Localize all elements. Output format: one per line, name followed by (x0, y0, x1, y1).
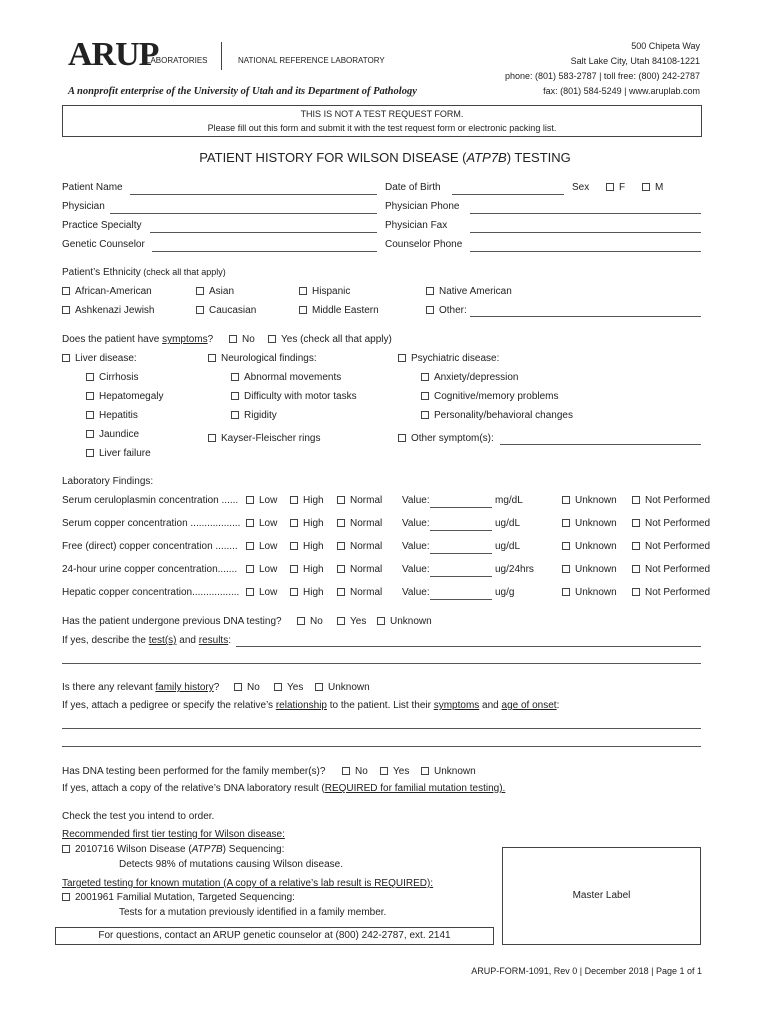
checkbox[interactable] (86, 430, 94, 438)
lab-value-label: Value: (402, 564, 430, 575)
eth-middle-eastern[interactable]: Middle Eastern (299, 305, 379, 316)
dna-describe-field[interactable] (236, 646, 701, 647)
family-field-1[interactable] (62, 728, 701, 729)
test2-option[interactable]: 2001961 Familial Mutation, Targeted Sequencing: (62, 892, 295, 903)
checkbox[interactable] (246, 565, 254, 573)
physician-field[interactable] (110, 213, 377, 214)
sym-liver[interactable]: Liver disease: (62, 353, 137, 364)
family-dna-instructions: If yes, attach a copy of the relative’s DNA laboratory result (REQUIRED for familial mutation testing). (62, 783, 506, 794)
lab-value-label: Value: (402, 495, 430, 506)
checkbox[interactable] (342, 767, 350, 775)
checkbox[interactable] (562, 588, 570, 596)
checkbox[interactable] (337, 496, 345, 504)
counselor-phone-label: Counselor Phone (385, 239, 463, 250)
sex-f-checkbox[interactable] (606, 183, 614, 191)
checkbox[interactable] (337, 519, 345, 527)
checkbox[interactable] (62, 354, 70, 362)
lab-row-name: Serum ceruloplasmin concentration ...... (62, 495, 239, 506)
lab-row-name: Serum copper concentration .................. (62, 518, 241, 529)
notice-line2: Please fill out this form and submit it with the test request form or electronic packing list. (207, 123, 557, 133)
lab-unit: ug/dL (495, 541, 521, 552)
phone-line: phone: (801) 583-2787 | toll free: (800) 242-2787 (505, 71, 700, 81)
family-no[interactable]: No (234, 682, 260, 693)
dna-unknown[interactable]: Unknown (377, 616, 432, 627)
sym-other-field[interactable] (500, 444, 701, 445)
page-title: PATIENT HISTORY FOR WILSON DISEASE (ATP7B) TESTING (199, 150, 571, 165)
checkbox[interactable] (86, 392, 94, 400)
arup-logo: ARUP (68, 36, 159, 73)
sym-abnormal-movements[interactable]: Abnormal movements (231, 372, 341, 383)
physician-phone-label: Physician Phone (385, 201, 460, 212)
checkbox[interactable] (380, 767, 388, 775)
lab-value-label: Value: (402, 587, 430, 598)
lab-high[interactable]: High (290, 541, 324, 552)
checkbox[interactable] (426, 306, 434, 314)
first-tier-heading: Recommended first tier testing for Wilson disease: (62, 829, 285, 840)
lab-normal[interactable]: Normal (337, 587, 382, 598)
checkbox[interactable] (231, 411, 239, 419)
sex-label: Sex (572, 182, 590, 193)
physician-fax-label: Physician Fax (385, 220, 448, 231)
address-line2: Salt Lake City, Utah 84108-1221 (570, 56, 700, 66)
eth-ashkenazi[interactable]: Ashkenazi Jewish (62, 305, 154, 316)
logo-sub: LABORATORIES (146, 56, 208, 65)
patient-name-label: Patient Name (62, 182, 123, 193)
sex-f-option[interactable]: F (606, 182, 625, 193)
counselor-phone-field[interactable] (470, 251, 701, 252)
lab-normal[interactable]: Normal (337, 518, 382, 529)
sex-m-option[interactable]: M (642, 182, 663, 193)
checkbox[interactable] (290, 542, 298, 550)
checkbox[interactable] (421, 392, 429, 400)
dna-describe-field-2[interactable] (62, 663, 701, 664)
lab-not-performed[interactable]: Not Performed (632, 541, 710, 552)
lab-value-label: Value: (402, 518, 430, 529)
symptoms-yes[interactable]: Yes (check all that apply) (268, 334, 392, 345)
checkbox[interactable] (290, 519, 298, 527)
dna-describe: If yes, describe the test(s) and results: (62, 635, 231, 646)
checkbox[interactable] (274, 683, 282, 691)
family-dna-yes[interactable]: Yes (380, 766, 409, 777)
logo-divider (221, 42, 222, 70)
lab-row-name: 24-hour urine copper concentration....... (62, 564, 238, 575)
sym-hepatomegaly[interactable]: Hepatomegaly (86, 391, 163, 402)
patient-name-field[interactable] (130, 194, 377, 195)
checkbox[interactable] (86, 449, 94, 457)
sex-m-checkbox[interactable] (642, 183, 650, 191)
lab-unit: ug/g (495, 587, 515, 598)
checkbox[interactable] (398, 354, 406, 362)
sym-cirrhosis[interactable]: Cirrhosis (86, 372, 138, 383)
checkbox[interactable] (290, 565, 298, 573)
lab-not-performed[interactable]: Not Performed (632, 587, 710, 598)
checkbox[interactable] (208, 434, 216, 442)
lab-not-performed[interactable]: Not Performed (632, 518, 710, 529)
physician-fax-field[interactable] (470, 232, 701, 233)
lab-high[interactable]: High (290, 587, 324, 598)
lab-unknown[interactable]: Unknown (562, 541, 617, 552)
lab-low[interactable]: Low (246, 587, 277, 598)
family-yes[interactable]: Yes (274, 682, 303, 693)
lab-unknown[interactable]: Unknown (562, 587, 617, 598)
family-unknown[interactable]: Unknown (315, 682, 370, 693)
family-question: Is there any relevant family history? (62, 682, 220, 693)
dob-label: Date of Birth (385, 182, 441, 193)
sym-jaundice[interactable]: Jaundice (86, 429, 139, 440)
lab-unknown[interactable]: Unknown (562, 518, 617, 529)
checkbox[interactable] (377, 617, 385, 625)
lab-row-name: Hepatic copper concentration................. (62, 587, 240, 598)
checkbox[interactable] (426, 287, 434, 295)
checkbox[interactable] (246, 519, 254, 527)
symptoms-question: Does the patient have symptoms? (62, 334, 214, 345)
lab-value-label: Value: (402, 541, 430, 552)
checkbox[interactable] (421, 373, 429, 381)
checkbox[interactable] (421, 411, 429, 419)
checkbox[interactable] (290, 496, 298, 504)
sym-liver-failure[interactable]: Liver failure (86, 448, 151, 459)
order-heading: Check the test you intend to order. (62, 811, 215, 822)
checkbox[interactable] (62, 893, 70, 901)
checkbox[interactable] (337, 565, 345, 573)
checkbox[interactable] (562, 519, 570, 527)
counselor-field[interactable] (152, 251, 377, 252)
address-line1: 500 Chipeta Way (631, 41, 700, 51)
checkbox[interactable] (231, 392, 239, 400)
eth-other-field[interactable] (470, 316, 701, 317)
eth-native[interactable]: Native American (426, 286, 512, 297)
checkbox[interactable] (562, 542, 570, 550)
checkbox[interactable] (398, 434, 406, 442)
checkbox[interactable] (299, 306, 307, 314)
checkbox[interactable] (62, 306, 70, 314)
test1-option[interactable]: 2010716 Wilson Disease (ATP7B) Sequencing: (62, 844, 284, 855)
checkbox[interactable] (196, 287, 204, 295)
lab-value-field[interactable] (430, 576, 492, 577)
checkbox[interactable] (86, 373, 94, 381)
sym-hepatitis[interactable]: Hepatitis (86, 410, 138, 421)
checkbox[interactable] (246, 542, 254, 550)
lab-high[interactable]: High (290, 495, 324, 506)
lab-not-performed[interactable]: Not Performed (632, 564, 710, 575)
checkbox[interactable] (268, 335, 276, 343)
dna-question: Has the patient undergone previous DNA testing? (62, 616, 282, 627)
eth-african[interactable]: African-American (62, 286, 152, 297)
sym-rigidity[interactable]: Rigidity (231, 410, 277, 421)
lab-row-name: Free (direct) copper concentration ........ (62, 541, 238, 552)
lab-unknown[interactable]: Unknown (562, 564, 617, 575)
sym-cognitive[interactable]: Cognitive/memory problems (421, 391, 559, 402)
counselor-label: Genetic Counselor (62, 239, 145, 250)
checkbox[interactable] (86, 411, 94, 419)
lab-value-field[interactable] (430, 599, 492, 600)
checkbox[interactable] (632, 519, 640, 527)
checkbox[interactable] (234, 683, 242, 691)
checkbox[interactable] (62, 845, 70, 853)
lab-normal[interactable]: Normal (337, 495, 382, 506)
eth-asian[interactable]: Asian (196, 286, 234, 297)
checkbox[interactable] (337, 588, 345, 596)
lab-value-field[interactable] (430, 553, 492, 554)
dna-no[interactable]: No (297, 616, 323, 627)
master-label: Master Label (572, 890, 631, 901)
lab-high[interactable]: High (290, 564, 324, 575)
lab-value-field[interactable] (430, 507, 492, 508)
notice-line1: THIS IS NOT A TEST REQUEST FORM. (300, 109, 464, 119)
checkbox[interactable] (632, 565, 640, 573)
physician-label: Physician (62, 201, 105, 212)
symptoms-no[interactable]: No (229, 334, 255, 345)
eth-caucasian[interactable]: Caucasian (196, 305, 256, 316)
lab-heading: Laboratory Findings: (62, 476, 154, 487)
lab-unit: ug/24hrs (495, 564, 534, 575)
checkbox[interactable] (290, 588, 298, 596)
checkbox[interactable] (337, 617, 345, 625)
checkbox[interactable] (562, 496, 570, 504)
practice-label: Practice Specialty (62, 220, 142, 231)
lab-value-field[interactable] (430, 530, 492, 531)
checkbox[interactable] (421, 767, 429, 775)
test1-desc: Detects 98% of mutations causing Wilson disease. (119, 859, 343, 870)
sym-personality[interactable]: Personality/behavioral changes (421, 410, 573, 421)
sym-psych[interactable]: Psychiatric disease: (398, 353, 499, 364)
sym-anxiety[interactable]: Anxiety/depression (421, 372, 519, 383)
contact-text: For questions, contact an ARUP genetic counselor at (800) 242-2787, ext. 2141 (98, 930, 451, 941)
family-dna-no[interactable]: No (342, 766, 368, 777)
checkbox[interactable] (299, 287, 307, 295)
practice-field[interactable] (150, 232, 377, 233)
family-field-2[interactable] (62, 746, 701, 747)
checkbox[interactable] (229, 335, 237, 343)
sym-neuro[interactable]: Neurological findings: (208, 353, 317, 364)
dna-yes[interactable]: Yes (337, 616, 366, 627)
fax-line: fax: (801) 584-5249 | www.aruplab.com (543, 86, 700, 96)
checkbox[interactable] (196, 306, 204, 314)
eth-hispanic[interactable]: Hispanic (299, 286, 350, 297)
lab-unit: ug/dL (495, 518, 521, 529)
physician-phone-field[interactable] (470, 213, 701, 214)
dob-field[interactable] (452, 194, 564, 195)
sym-kf-rings[interactable]: Kayser-Fleischer rings (208, 433, 320, 444)
checkbox[interactable] (246, 588, 254, 596)
checkbox[interactable] (246, 496, 254, 504)
checkbox[interactable] (297, 617, 305, 625)
checkbox[interactable] (562, 565, 570, 573)
checkbox[interactable] (231, 373, 239, 381)
family-instructions: If yes, attach a pedigree or specify the relative’s relationship to the patient. List their symptoms and age of onset: (62, 700, 560, 711)
checkbox[interactable] (208, 354, 216, 362)
national-lab: NATIONAL REFERENCE LABORATORY (238, 56, 385, 65)
ethnicity-heading: Patient’s Ethnicity (check all that apply) (62, 267, 226, 278)
checkbox[interactable] (315, 683, 323, 691)
lab-unit: mg/dL (495, 495, 523, 506)
checkbox[interactable] (632, 588, 640, 596)
lab-not-performed[interactable]: Not Performed (632, 495, 710, 506)
tagline: A nonprofit enterprise of the University of Utah and its Department of Pathology (68, 86, 417, 97)
sym-motor[interactable]: Difficulty with motor tasks (231, 391, 357, 402)
lab-high[interactable]: High (290, 518, 324, 529)
lab-low[interactable]: Low (246, 518, 277, 529)
lab-low[interactable]: Low (246, 564, 277, 575)
lab-normal[interactable]: Normal (337, 564, 382, 575)
lab-low[interactable]: Low (246, 495, 277, 506)
checkbox[interactable] (632, 542, 640, 550)
lab-normal[interactable]: Normal (337, 541, 382, 552)
family-dna-unknown[interactable]: Unknown (421, 766, 476, 777)
test2-desc: Tests for a mutation previously identified in a family member. (119, 907, 387, 918)
family-dna-question: Has DNA testing been performed for the family member(s)? (62, 766, 326, 777)
targeted-heading: Targeted testing for known mutation (A copy of a relative’s lab result is REQUIRED): (62, 878, 434, 889)
checkbox[interactable] (337, 542, 345, 550)
lab-unknown[interactable]: Unknown (562, 495, 617, 506)
checkbox[interactable] (62, 287, 70, 295)
eth-other[interactable]: Other: (426, 305, 467, 316)
footer: ARUP-FORM-1091, Rev 0 | December 2018 | Page 1 of 1 (471, 966, 702, 976)
checkbox[interactable] (632, 496, 640, 504)
sym-other[interactable]: Other symptom(s): (398, 433, 494, 444)
lab-low[interactable]: Low (246, 541, 277, 552)
